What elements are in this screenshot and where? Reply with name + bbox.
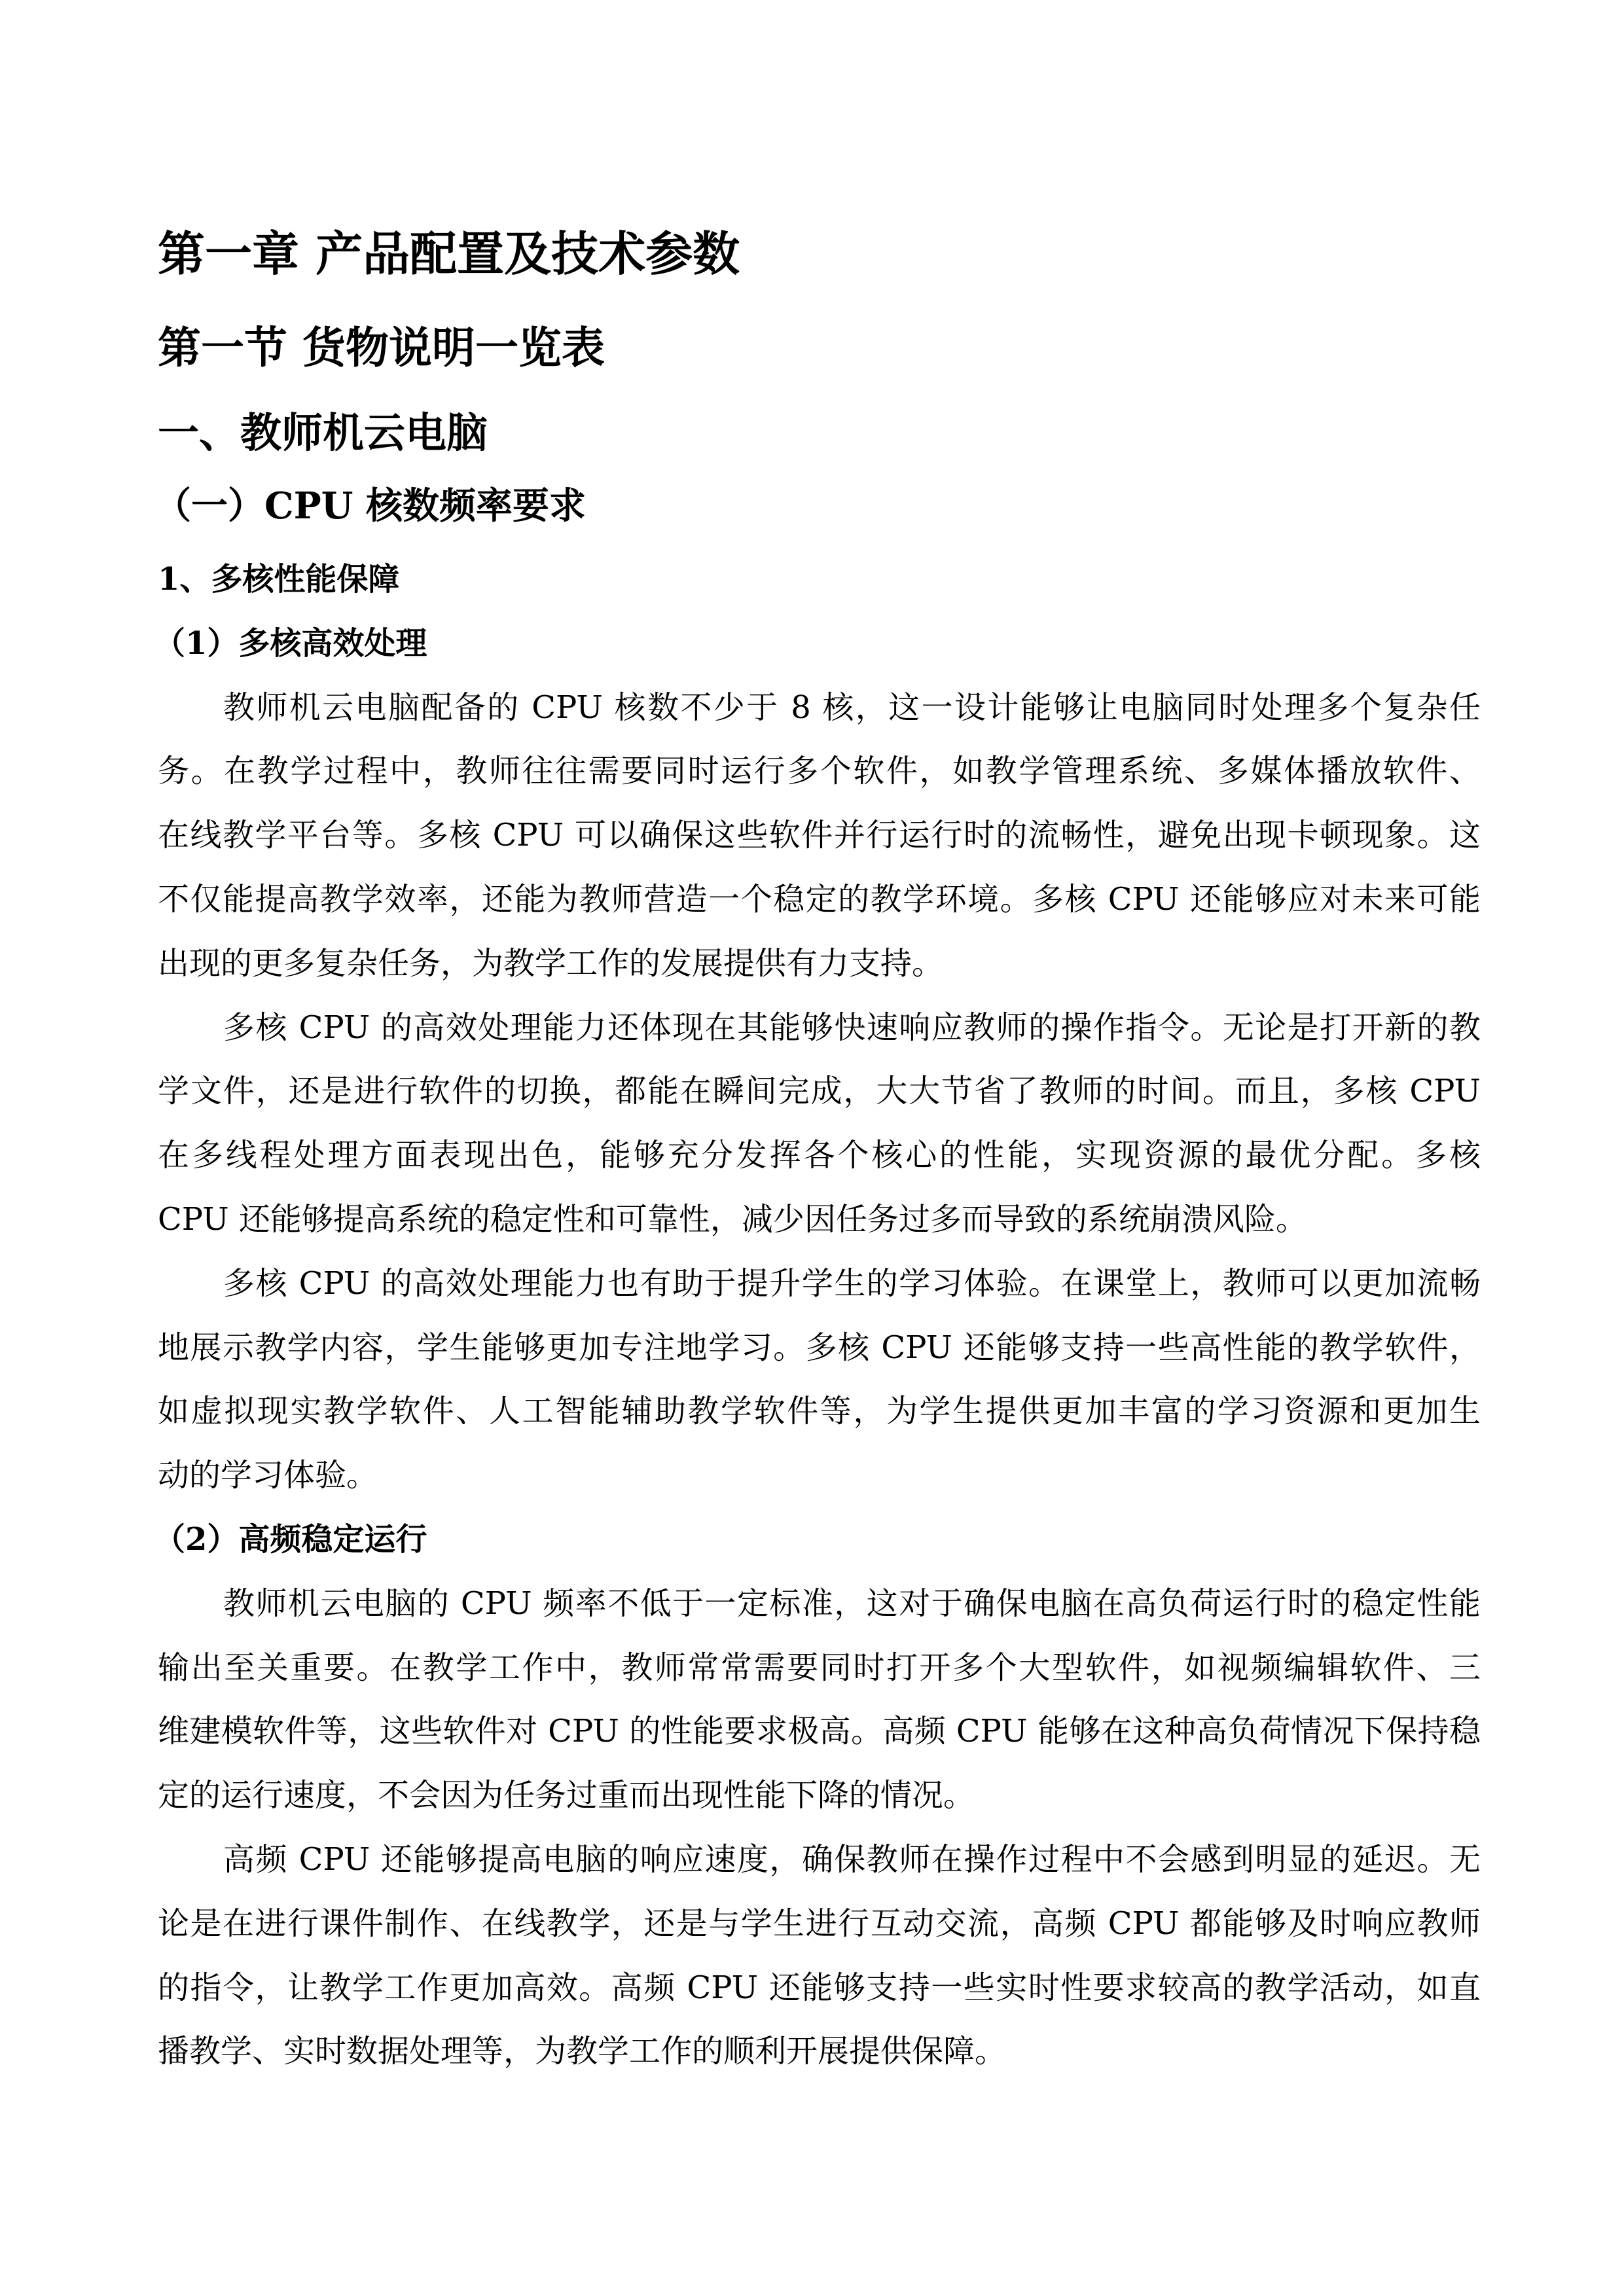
chapter-title: 第一章 产品配置及技术参数 (158, 226, 740, 281)
paragraph (158, 1252, 1481, 1508)
paragraph-line: 定的运行速度，不会因为任务过重而出现性能下降的情况。 (158, 1777, 975, 1814)
paragraph-line: 出现的更多复杂任务，为教学工作的发展提供有力支持。 (158, 944, 944, 982)
paragraph-line: 播教学、实时数据处理等，为教学工作的顺利开展提供保障。 (158, 2033, 1007, 2070)
paragraph-line: 高频 CPU 还能够提高电脑的响应速度，确保教师在操作过程中不会感到明显的延迟。无 (223, 1840, 1481, 1878)
paragraph-line: 在多线程处理方面表现出色，能够充分发挥各个核心的性能，实现资源的最优分配。多核 (158, 1137, 1481, 1174)
paragraph-line: 教师机云电脑的 CPU 频率不低于一定标准，这对于确保电脑在高负荷运行时的稳定性能 (223, 1585, 1481, 1622)
paragraph-line: 如虚拟现实教学软件、人工智能辅助教学软件等，为学生提供更加丰富的学习资源和更加生 (158, 1393, 1481, 1430)
document-body (154, 548, 1481, 2084)
paragraph-line: 学文件，还是进行软件的切换，都能在瞬间完成，大大节省了教师的时间。而且，多核 CPU (158, 1073, 1481, 1110)
section-heading: 1、多核性能保障 (158, 561, 400, 598)
paragraph (158, 1572, 1481, 1828)
paragraph-line: 动的学习体验。 (158, 1457, 378, 1494)
item-heading: 一、教师机云电脑 (158, 408, 488, 457)
paragraph-line: 务。在教学过程中，教师往往需要同时运行多个软件，如教学管理系统、多媒体播放软件、 (158, 753, 1481, 790)
paragraph-line: 的指令，让教学工作更加高效。高频 CPU 还能够支持一些实时性要求较高的教学活动，如直 (158, 1969, 1481, 2006)
paragraph (158, 996, 1481, 1252)
paragraph-line: 输出至关重要。在教学工作中，教师常常需要同时打开多个大型软件，如视频编辑软件、三 (158, 1649, 1481, 1686)
paragraph-line: 不仅能提高教学效率，还能为教师营造一个稳定的教学环境。多核 CPU 还能够应对未来可能 (158, 880, 1481, 918)
paragraph-line: CPU 还能够提高系统的稳定性和可靠性，减少因任务过多而导致的系统崩溃风险。 (158, 1200, 1307, 1238)
subitem-heading: （一）CPU 核数频率要求 (154, 484, 586, 528)
paragraph (158, 676, 1481, 996)
paragraph-line: 教师机云电脑配备的 CPU 核数不少于 8 核，这一设计能够让电脑同时处理多个复杂任 (223, 689, 1481, 726)
paragraph-line: 维建模软件等，这些软件对 CPU 的性能要求极高。高频 CPU 能够在这种高负荷情况下保持稳 (158, 1713, 1481, 1750)
paragraph-line: 多核 CPU 的高效处理能力也有助于提升学生的学习体验。在课堂上，教师可以更加流畅 (223, 1265, 1481, 1302)
subsection-heading: （2）高频稳定运行 (154, 1520, 427, 1558)
paragraph-line: 论是在进行课件制作、在线教学，还是与学生进行互动交流，高频 CPU 都能够及时响应教师 (158, 1905, 1481, 1942)
paragraph (158, 1828, 1481, 2084)
subsection-heading: （1）多核高效处理 (154, 624, 427, 662)
paragraph-line: 地展示教学内容，学生能够更加专注地学习。多核 CPU 还能够支持一些高性能的教学软件， (158, 1329, 1481, 1366)
section-title: 第一节 货物说明一览表 (158, 322, 605, 373)
paragraph-line: 在线教学平台等。多核 CPU 可以确保这些软件并行运行时的流畅性，避免出现卡顿现象。这 (158, 817, 1481, 854)
paragraph-line: 多核 CPU 的高效处理能力还体现在其能够快速响应教师的操作指令。无论是打开新的教 (223, 1009, 1481, 1046)
